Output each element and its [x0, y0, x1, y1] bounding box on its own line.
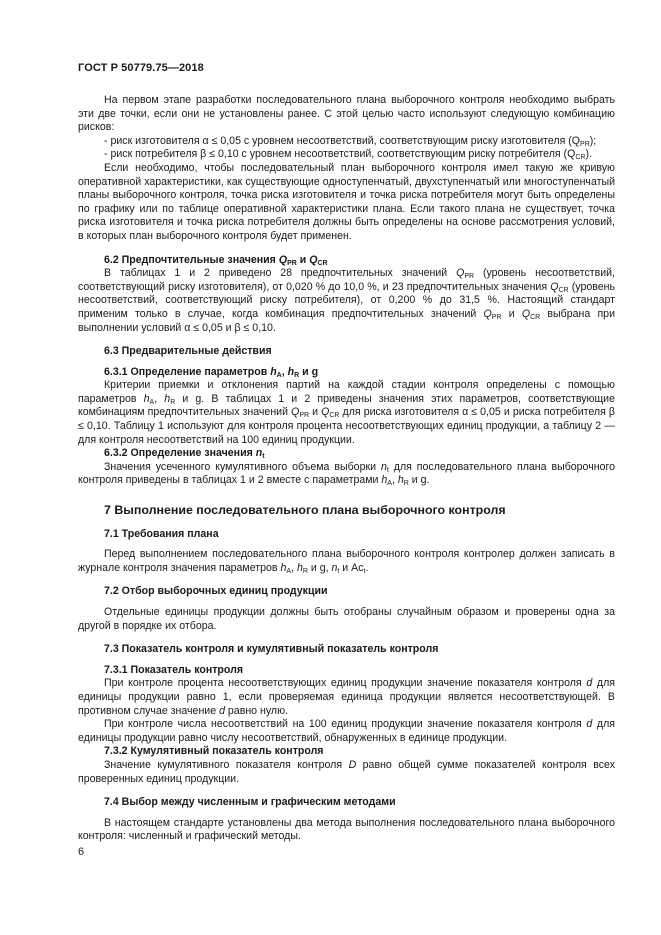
section-heading-6-2: 6.2 Предпочтительные значения $Q_{PR}$ и $Q_{CR}$	[104, 253, 328, 267]
paragraph: Критерии приемки и отклонения партий на каждой стадии контроля определены с помощью параметров $h_A$, $h_R$ и g. В таблицах 1 и 2 приведены значения этих параметров, соответствующие комбинациям предпочтительных значений $Q_{PR}$ и $Q_{CR}$ для риска изготовителя α ≤ 0,05 и риска потребителя β ≤ 0,10. Таблицу 1 используют для контроля процента несоответствующих единиц продукции, а таблицу 2 — для контроля несоответствий на 100 единиц продукции.	[78, 379, 615, 446]
chapter-heading-7: 7 Выполнение последовательного плана выборочного контроля	[104, 503, 506, 518]
section-heading-6-3-1: 6.3.1 Определение параметров $h_A$, $h_R$ и g	[104, 365, 319, 379]
section-heading-6-3: 6.3 Предварительные действия	[104, 345, 272, 358]
paragraph: - риск потребителя β ≤ 0,10 с уровнем несоответствий, соответствующим риску потребителя $(Q_{CR})$.	[104, 148, 592, 162]
paragraph: В таблицах 1 и 2 приведено 28 предпочтительных значений $Q_{PR}$ (уровень несоответствий, соответствующий риску изготовителя), от 0,020 % до 10,0 %, и 23 предпочтительных значения $Q_{CR}$ (уровень несоответствий, соответствующий риску потребителя), от 0,200 % до 31,5 %. Настоящий стандарт применим только в случае, когда комбинация предпочтительных значений $Q_{PR}$ и $Q_{CR}$ выбрана при выполнении условий α ≤ 0,05 и β ≤ 0,10.	[78, 267, 615, 334]
paragraph: На первом этапе разработки последовательного плана выборочного контроля необходимо выбрать эти две точки, если они не установлены ранее. С этой целью часто используют следующую комбинацию рисков:	[78, 94, 615, 134]
paragraph: В настоящем стандарте установлены два метода выполнения последовательного плана выборочного контроля: численный и графический методы.	[78, 816, 615, 843]
paragraph: Если необходимо, чтобы последовательный план выборочного контроля имел такую же кривую оперативной характеристики, как существующие одноступенчатый, двухступенчатый или многоступенчатый планы выборочного контроля, точка риска изготовителя и точка риска потребителя могут быть определены по графику или по таблице оперативной характеристики плана. Если такого плана не существует, точка риска изготовителя и точка риска потребителя должны быть определены на основе рассмотрения условий, в которых план выборочного контроля будет применен.	[78, 161, 615, 242]
section-heading-7-3-2: 7.3.2 Кумулятивный показатель контроля	[104, 745, 324, 758]
paragraph: - риск изготовителя α ≤ 0,05 с уровнем несоответствий, соответствующим риску изготовителя $(Q_{PR})$;	[104, 134, 597, 148]
section-heading-7-3: 7.3 Показатель контроля и кумулятивный показатель контроля	[104, 643, 439, 656]
section-heading-7-4: 7.4 Выбор между численным и графическим методами	[104, 796, 396, 809]
section-heading-7-3-1: 7.3.1 Показатель контроля	[104, 663, 244, 676]
paragraph: Отдельные единицы продукции должны быть отобраны случайным образом и проверены одна за другой в порядке их отбора.	[78, 606, 615, 632]
paragraph: Значения усеченного кумулятивного объема выборки $n_t$ для последовательного плана выборочного контроля приведены в таблицах 1 и 2 вместе с параметрами $h_A$, $h_R$ и g.	[78, 460, 615, 488]
paragraph: Перед выполнением последовательного плана выборочного контроля контролер должен записать в журнале контроля значения параметров $h_A$, $h_R$ и g, $n_t$ и $Ac_t$.	[78, 548, 615, 575]
paragraph: Значение кумулятивного показателя контроля D равно общей сумме показателей контроля всех проверенных единиц продукции.	[78, 758, 615, 785]
section-heading-7-2: 7.2 Отбор выборочных единиц продукции	[104, 585, 328, 598]
paragraph: При контроле процента несоответствующих единиц продукции значение показателя контроля d для единицы продукции равно 1, если проверяемая единица продукции является несоответствующей. В противном случае значение d равно нулю.	[78, 677, 616, 717]
section-heading-7-1: 7.1 Требования плана	[104, 527, 219, 540]
page-content	[78, 94, 615, 844]
paragraph: При контроле числа несоответствий на 100 единиц продукции значение показателя контроля d для единицы продукции равно числу несоответствий, обнаруженных в единице продукции.	[78, 718, 616, 744]
page-number: 6	[78, 846, 85, 858]
document-header: ГОСТ Р 50779.75—2018	[78, 62, 204, 74]
section-heading-6-3-2: 6.3.2 Определение значения $n_t$	[104, 447, 265, 461]
